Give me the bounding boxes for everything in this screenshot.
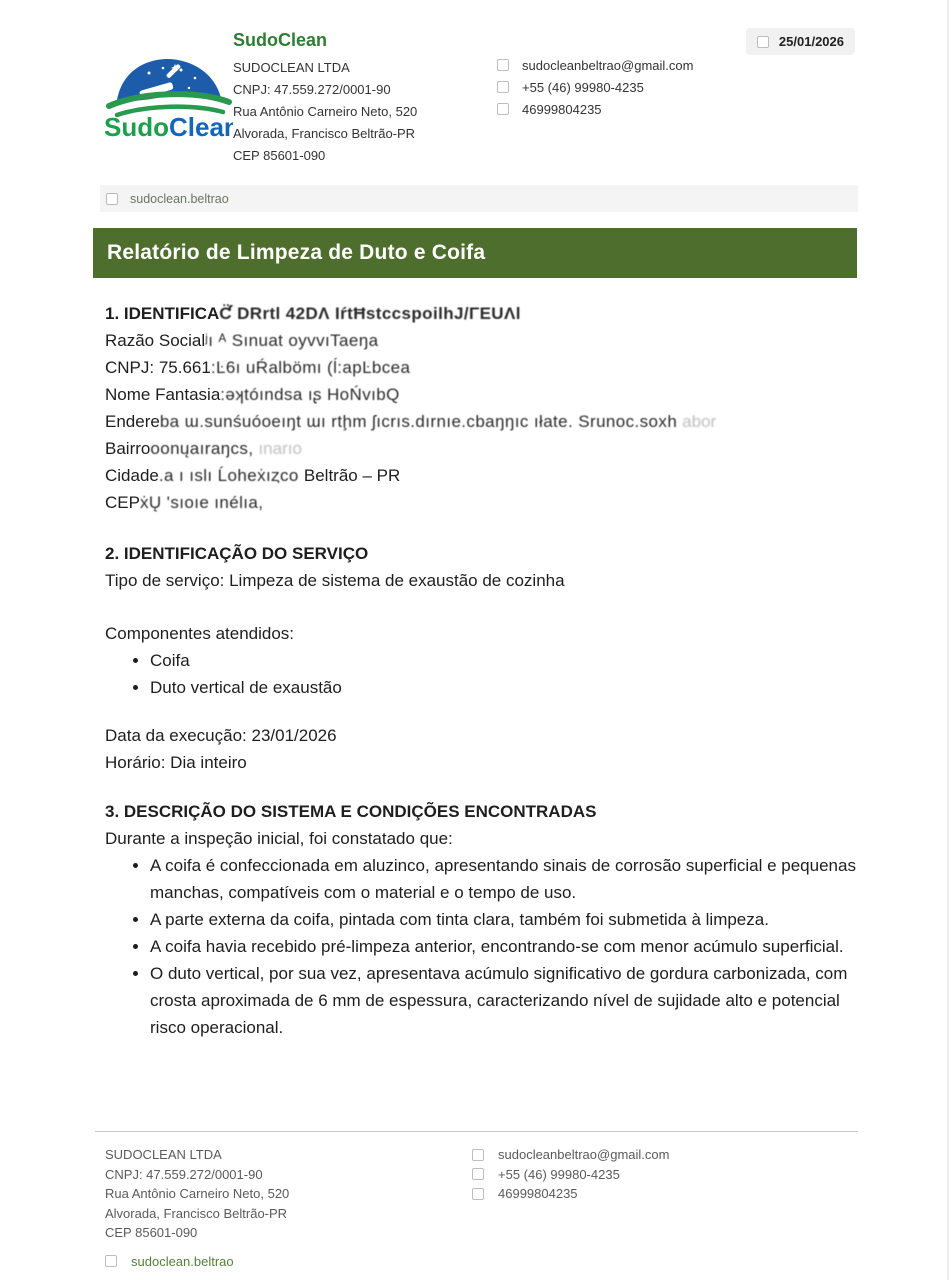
report-title-bar xyxy=(93,228,857,278)
section-1-identificacao-cliente xyxy=(105,300,857,516)
footer-email: sudocleanbeltrao@gmail.com xyxy=(498,1147,670,1163)
section-1-heading xyxy=(105,300,857,327)
phone-icon xyxy=(497,81,509,93)
client-field-row xyxy=(105,435,857,462)
calendar-icon xyxy=(757,36,769,48)
instagram-icon xyxy=(106,193,118,205)
client-field-row xyxy=(105,354,857,381)
company-street: Rua Antônio Carneiro Neto, 520 xyxy=(233,104,418,119)
client-field-row xyxy=(105,381,857,408)
field-label: CNPJ: 75.661 xyxy=(105,358,211,377)
client-field-row xyxy=(105,408,857,435)
report-body xyxy=(105,300,857,1041)
contact-block xyxy=(497,54,757,120)
list-item: • A coifa é confeccionada em aluzinco, apresentando sinais de corrosão superficial e pequenas manchas, compatíveis com o material e o tempo de uso. xyxy=(150,852,857,906)
section-2-identificacao-servico xyxy=(105,540,857,776)
field-label: Cidade xyxy=(105,466,159,485)
page-footer xyxy=(95,1131,858,1269)
footer-company-cep: CEP 85601-090 xyxy=(105,1225,198,1240)
company-name: SUDOCLEAN LTDA xyxy=(233,60,350,75)
findings-list xyxy=(105,852,857,1041)
report-date: 25/01/2026 xyxy=(778,34,844,49)
footer-phone-row xyxy=(472,1165,858,1185)
whatsapp-icon xyxy=(497,103,509,115)
list-item: • A parte externa da coifa, pintada com tinta clara, também foi submetida à limpeza. xyxy=(150,906,857,933)
footer-email-row xyxy=(472,1145,858,1165)
contact-phone-row xyxy=(497,76,757,98)
contact-email: sudocleanbeltrao@gmail.com xyxy=(522,57,694,73)
whatsapp-icon xyxy=(472,1188,484,1200)
footer-company-city: Alvorada, Francisco Beltrão-PR xyxy=(105,1205,288,1221)
phone-icon xyxy=(472,1168,484,1180)
contact-whatsapp: 46999804235 xyxy=(522,101,602,117)
footer-social-handle: sudoclean.beltrao xyxy=(131,1253,234,1269)
section-2-heading: 2. IDENTIFICAÇÃO DO SERVIÇO xyxy=(105,544,369,563)
garbled-text: :Ŀ6ı uŔalbömı (ĺ:apĿbcea xyxy=(210,358,411,377)
components-label: Componentes atendidos: xyxy=(105,624,295,643)
garbled-text: :ǝʞtóındsa ıʂ HoŃvıbQ xyxy=(220,385,400,404)
brand-heading: SudoClean xyxy=(233,30,328,50)
footer-contact-block xyxy=(472,1145,858,1243)
client-field-row xyxy=(105,489,857,516)
company-info-block xyxy=(233,30,493,167)
company-cep: CEP 85601-090 xyxy=(233,148,326,163)
footer-company-cnpj: CNPJ: 47.559.272/0001-90 xyxy=(105,1166,263,1182)
instagram-icon xyxy=(105,1255,117,1267)
components-list xyxy=(105,647,857,701)
footer-company-block xyxy=(95,1145,472,1243)
contact-whatsapp-row xyxy=(497,98,757,120)
client-field-row xyxy=(105,327,857,354)
social-bar xyxy=(100,185,858,212)
ghost-text: abor xyxy=(682,412,717,431)
field-label: Razão Social xyxy=(105,331,206,350)
email-icon xyxy=(497,59,509,71)
company-cnpj: CNPJ: 47.559.272/0001-90 xyxy=(233,82,391,97)
readable-text: Beltrão – PR xyxy=(303,466,401,485)
execution-date-line: Data da execução: 23/01/2026 xyxy=(105,726,337,745)
field-label: Bairro xyxy=(105,439,151,458)
schedule-line: Horário: Dia inteiro xyxy=(105,753,247,772)
logo-text-clean: Clean xyxy=(169,112,233,140)
list-item: • Coifa xyxy=(150,647,857,674)
field-label: Nome Fantasia xyxy=(105,385,221,404)
company-city: Alvorada, Francisco Beltrão-PR xyxy=(233,126,416,141)
field-label: CEP xyxy=(105,493,140,512)
footer-company-street: Rua Antônio Carneiro Neto, 520 xyxy=(105,1186,290,1201)
garbled-text: ẋŲ 'sıoıe ınélıa, xyxy=(139,493,264,512)
section-3-descricao-sistema xyxy=(105,798,857,1041)
client-field-row xyxy=(105,462,857,489)
section-1-heading-prefix: 1. IDENTIFICA xyxy=(105,304,220,323)
footer-whatsapp-row xyxy=(472,1184,858,1204)
service-type-line: Tipo de serviço: Limpeza de sistema de exaustão de cozinha xyxy=(105,571,565,590)
ghost-text: ınarıo xyxy=(258,439,302,458)
report-title: Relatório de Limpeza de Duto e Coifa xyxy=(107,241,486,264)
logo-text-sudo: Sudo xyxy=(104,112,169,140)
section-1-heading-garbled: Ƈ̈ DRrtl 42DΛ IŕtĦstccspoilhЈ/ΓEUΛl xyxy=(219,304,521,323)
field-label: Endere xyxy=(105,412,160,431)
list-item: • Duto vertical de exaustão xyxy=(150,674,857,701)
email-icon xyxy=(472,1149,484,1161)
sudoclean-logo xyxy=(103,48,233,140)
social-handle: sudoclean.beltrao xyxy=(130,191,229,206)
garbled-text: ʲı ᴬ Sınuat oyvvıTaeŋa xyxy=(205,331,379,350)
garbled-text: .a ı ıslı Ĺoheẋıȥco xyxy=(158,466,304,485)
footer-company-name: SUDOCLEAN LTDA xyxy=(105,1147,222,1162)
contact-phone: +55 (46) 99980-4235 xyxy=(522,79,644,95)
list-item: • A coifa havia recebido pré-limpeza anterior, encontrando-se com menor acúmulo superficial. xyxy=(150,933,857,960)
sudoclean-logo-icon xyxy=(103,48,233,140)
section-3-heading: 3. DESCRIÇÃO DO SISTEMA E CONDIÇÕES ENCONTRADAS xyxy=(105,802,597,821)
report-date-badge xyxy=(746,28,855,55)
footer-social-row xyxy=(95,1254,858,1269)
footer-phone: +55 (46) 99980-4235 xyxy=(498,1166,620,1182)
section-3-intro: Durante a inspeção inicial, foi constatado que: xyxy=(105,829,453,848)
garbled-text: ba ɯ.sunśuóoeıŋt ɯı rtḩm ʃıcrıs.dırnıe.cbaŋŋıc ıłate. Srunoc.soxh xyxy=(159,412,678,431)
garbled-text: oonųaıraŋcs, xyxy=(150,439,254,458)
footer-whatsapp: 46999804235 xyxy=(498,1186,578,1202)
list-item: • O duto vertical, por sua vez, apresentava acúmulo significativo de gordura carbonizada, com crosta aproximada de 6 mm de espessura, caracterizando nível de sujidade alto e potencial risco operacional. xyxy=(150,960,857,1041)
svg-text:SudoClean xyxy=(104,112,233,140)
page-right-edge-divider xyxy=(947,0,949,1280)
contact-email-row xyxy=(497,54,757,76)
